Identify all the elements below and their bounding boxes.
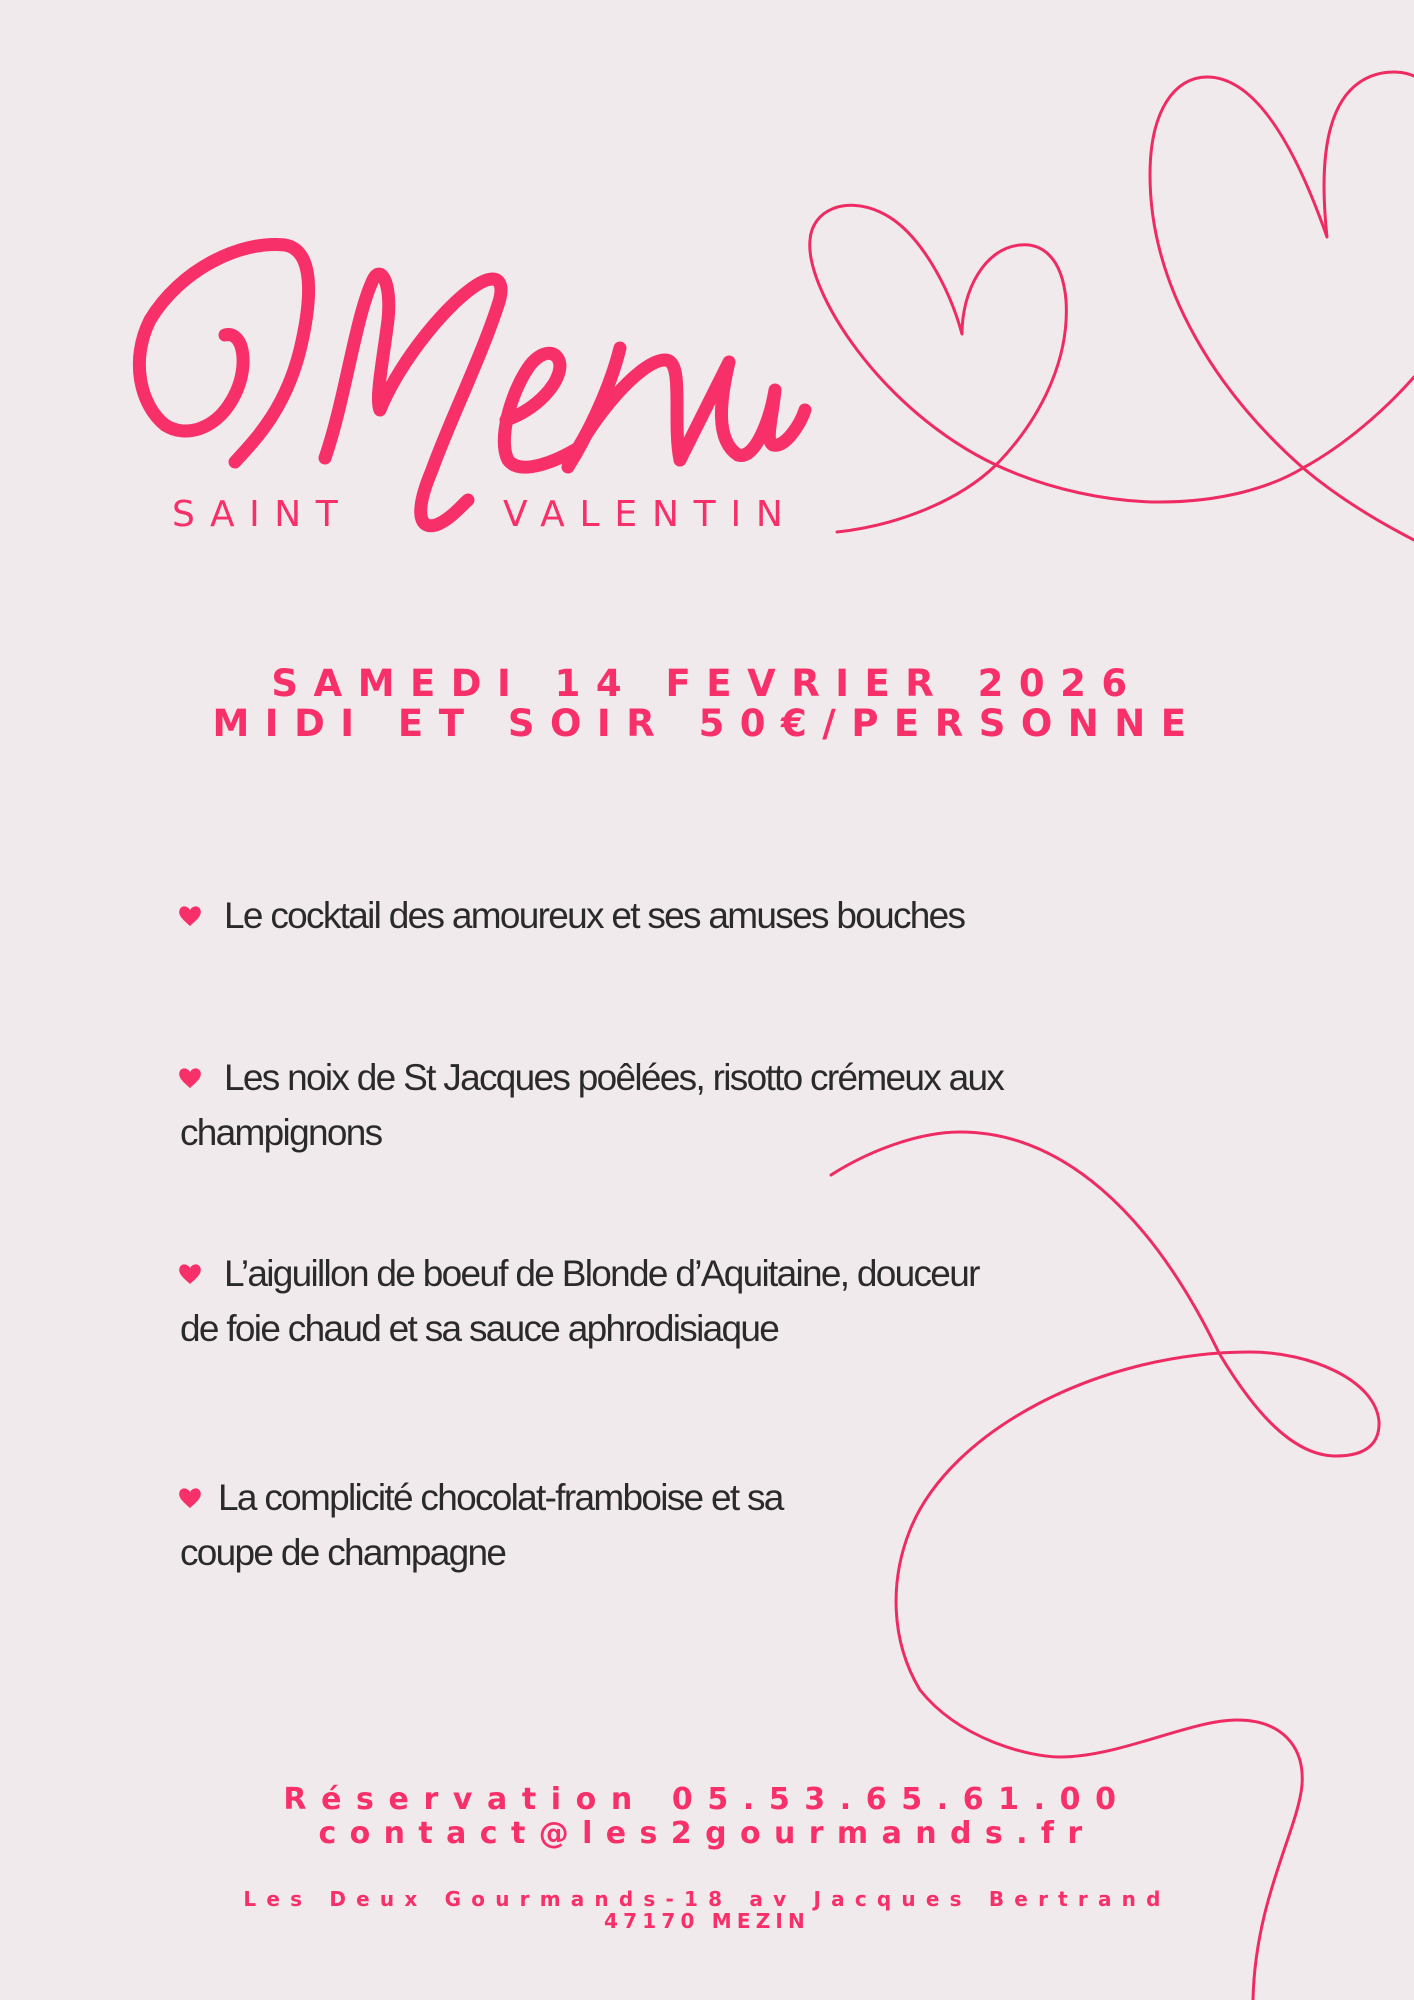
- subtitle-saint: SAINT: [172, 494, 353, 535]
- menu-item-text-continued: coupe de champagne: [180, 1532, 506, 1573]
- menu-item-text-continued: champignons: [180, 1112, 382, 1153]
- menu-item: [178, 1246, 979, 1356]
- contact-email: contact@les2gourmands.fr: [318, 1816, 1096, 1851]
- menu-item-text: L’aiguillon de boeuf de Blonde d’Aquitaine, douceur: [224, 1253, 979, 1294]
- menu-item-text: Les noix de St Jacques poêlées, risotto crémeux aux: [224, 1057, 1004, 1098]
- heart-icon: [178, 1067, 202, 1089]
- city-postcode: 47170 MEZIN: [604, 1909, 810, 1933]
- reservation-phone: Réservation 05.53.65.61.00: [283, 1782, 1131, 1817]
- footer-contact: [0, 1783, 1414, 1851]
- street-address: Les Deux Gourmands-18 av Jacques Bertrand: [243, 1887, 1171, 1911]
- menu-item-text: Le cocktail des amoureux et ses amuses bouches: [224, 895, 965, 936]
- menu-item-text: La complicité chocolat-framboise et sa: [218, 1477, 783, 1518]
- heart-icon: [178, 905, 202, 927]
- heart-icon: [178, 1487, 202, 1509]
- menu-item: [178, 888, 964, 943]
- event-date: SAMEDI 14 FEVRIER 2026: [271, 662, 1143, 705]
- menu-item: [178, 1470, 783, 1580]
- heart-icon: [178, 1263, 202, 1285]
- menu-item: [178, 1050, 1003, 1160]
- menu-item-text-continued: de foie chaud et sa sauce aphrodisiaque: [180, 1308, 779, 1349]
- subtitle-valentin: VALENTIN: [503, 494, 798, 535]
- event-info: [0, 664, 1414, 744]
- footer-address: [0, 1888, 1414, 1932]
- event-price: MIDI ET SOIR 50€/PERSONNE: [212, 702, 1202, 745]
